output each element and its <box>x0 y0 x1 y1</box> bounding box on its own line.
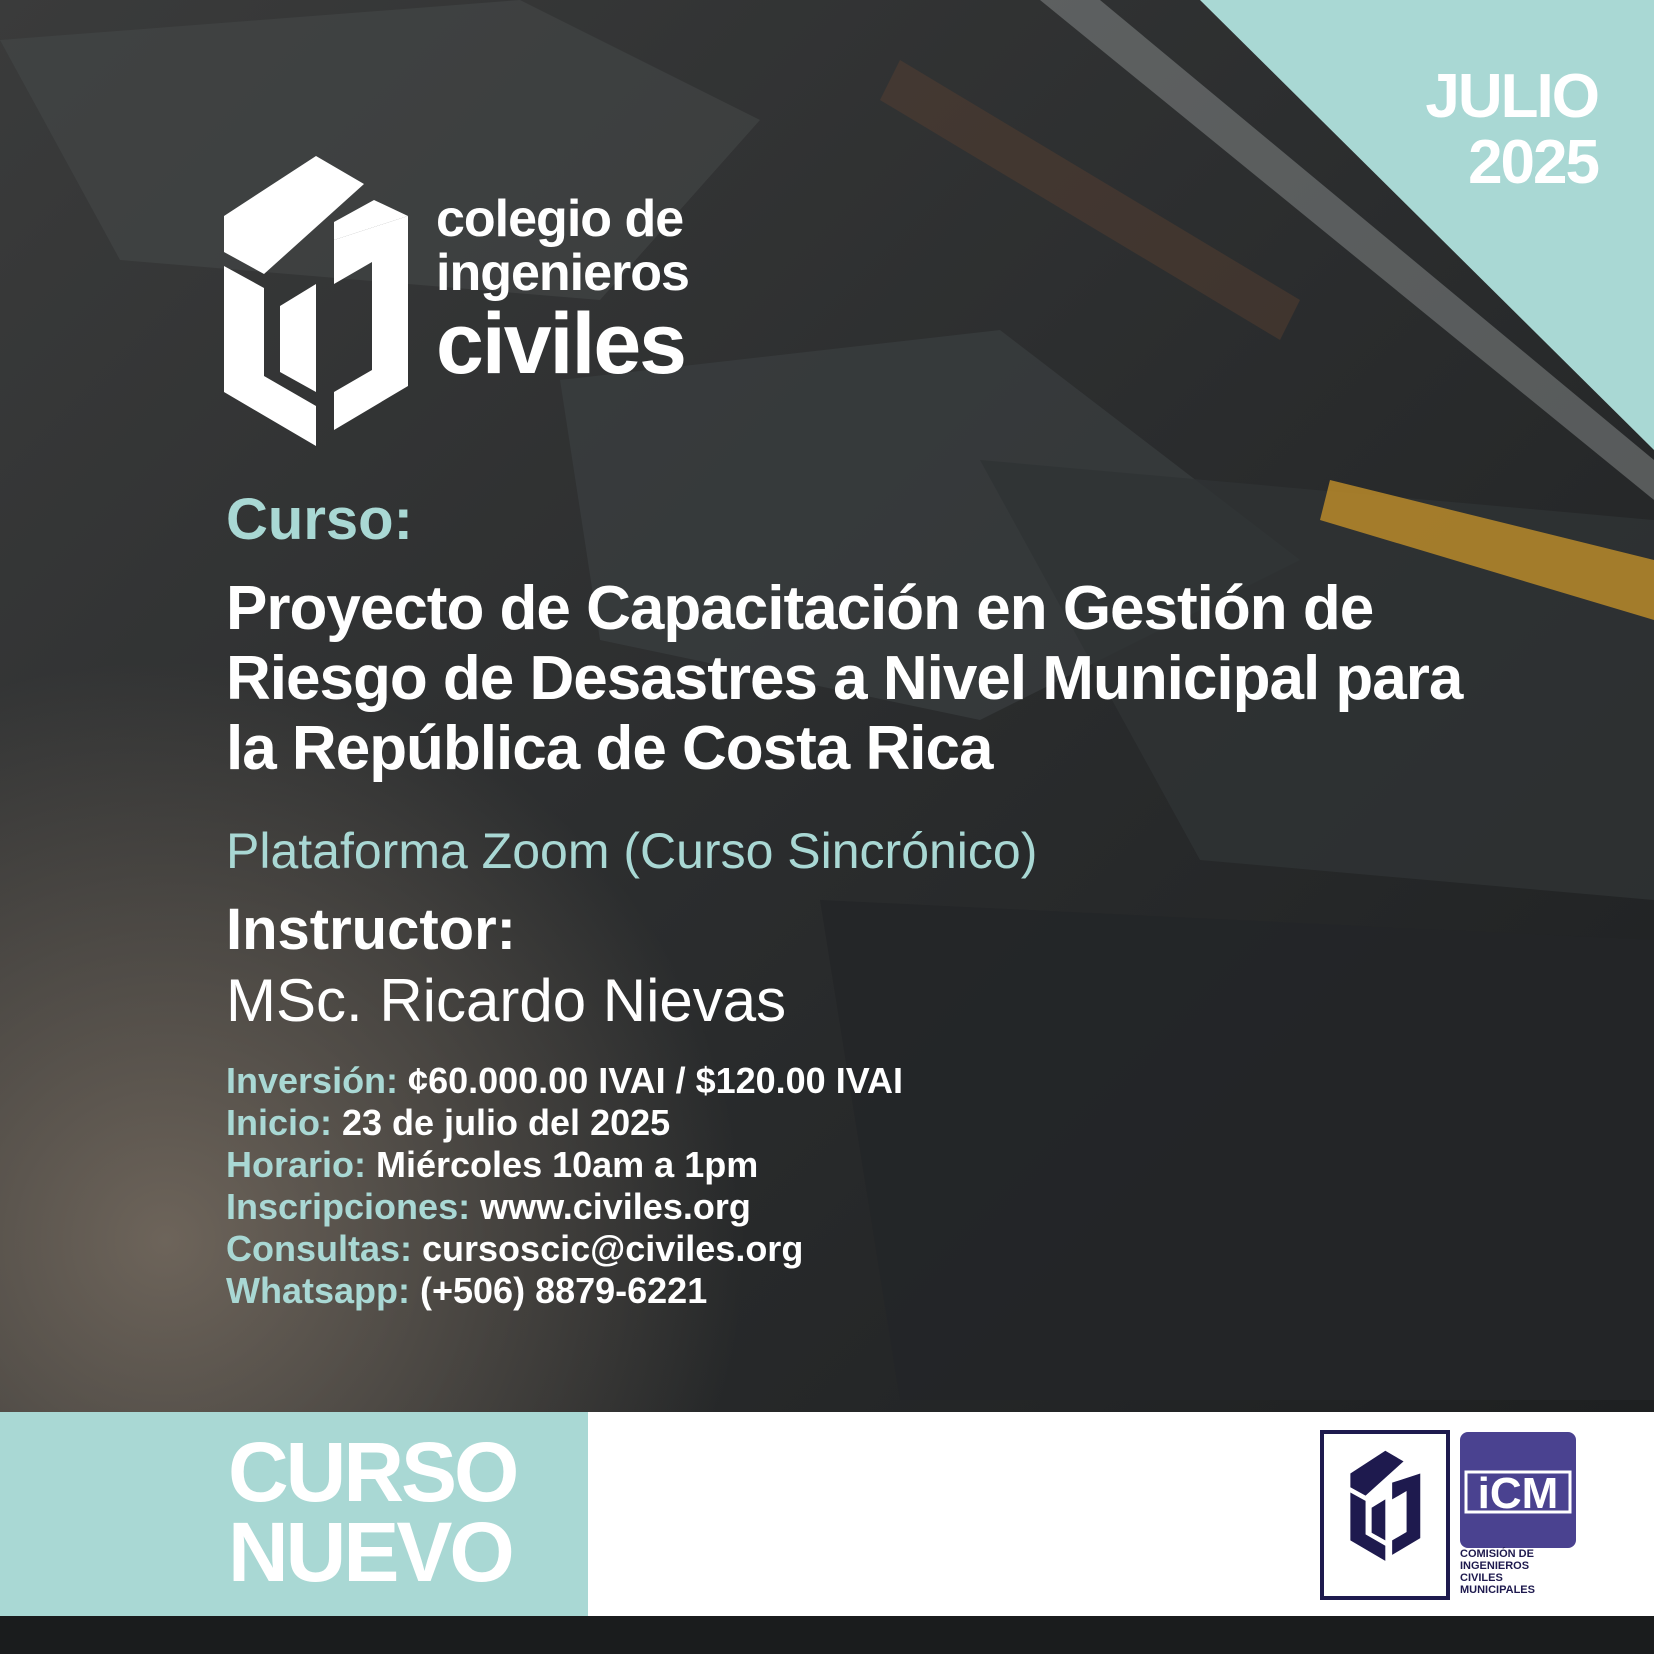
detail-value: 23 de julio del 2025 <box>332 1102 671 1143</box>
icm-logo <box>1460 1432 1576 1548</box>
date-year: 2025 <box>1468 128 1598 197</box>
detail-row-consultas <box>226 1228 903 1270</box>
icm-line-4: MUNICIPALES <box>1460 1584 1535 1596</box>
course-title: Proyecto de Capacitación en Gestión de Riesgo de Desastres a Nivel Municipal para la República de Costa Rica <box>226 574 1463 783</box>
detail-row-whatsapp <box>226 1270 903 1312</box>
detail-value: Miércoles 10am a 1pm <box>366 1144 759 1185</box>
cic-logo-icon <box>224 156 408 446</box>
detail-row-inversion <box>226 1060 903 1102</box>
brand-line-3: civiles <box>436 296 685 392</box>
icm-acronym: iCM <box>1477 1469 1559 1518</box>
cic-small-logo <box>1320 1430 1450 1600</box>
detail-key: Inscripciones: <box>226 1186 471 1227</box>
bottom-photo-strip <box>0 1616 1654 1654</box>
detail-key: Consultas: <box>226 1228 413 1269</box>
detail-key: Inicio: <box>226 1102 332 1143</box>
icm-caption <box>1460 1548 1580 1596</box>
detail-key: Inversión: <box>226 1060 399 1101</box>
icm-line-2: INGENIEROS <box>1460 1560 1530 1572</box>
platform-text: Plataforma Zoom (Curso Sincrónico) <box>226 823 1038 879</box>
brand-line-1: colegio de <box>436 190 684 248</box>
detail-value[interactable]: cursoscic@civiles.org <box>412 1228 804 1269</box>
date-badge <box>1298 64 1598 196</box>
new-course-badge <box>228 1425 517 1599</box>
badge-line-1: CURSO <box>228 1425 517 1519</box>
icm-logo-icon <box>1460 1432 1576 1548</box>
icm-line-3: CIVILES <box>1460 1572 1503 1584</box>
detail-value[interactable]: www.civiles.org <box>470 1186 751 1227</box>
detail-row-inicio <box>226 1102 903 1144</box>
detail-row-horario <box>226 1144 903 1186</box>
detail-row-inscripciones <box>226 1186 903 1228</box>
cic-small-logo-icon <box>1324 1434 1446 1596</box>
instructor-label: Instructor: <box>226 897 516 962</box>
badge-line-2: NUEVO <box>228 1505 512 1599</box>
detail-key: Horario: <box>226 1144 367 1185</box>
date-month: JULIO <box>1425 62 1598 131</box>
icm-line-1: COMISIÓN DE <box>1460 1548 1534 1560</box>
instructor-name: MSc. Ricardo Nievas <box>226 967 787 1034</box>
detail-key: Whatsapp: <box>226 1270 410 1311</box>
detail-value: ¢60.000.00 IVAI / $120.00 IVAI <box>398 1060 904 1101</box>
detail-value[interactable]: (+506) 8879-6221 <box>410 1270 708 1311</box>
course-details <box>226 1060 903 1312</box>
brand-line-2: ingenieros <box>436 244 689 302</box>
brand-name <box>436 190 689 392</box>
course-label: Curso: <box>226 487 413 552</box>
